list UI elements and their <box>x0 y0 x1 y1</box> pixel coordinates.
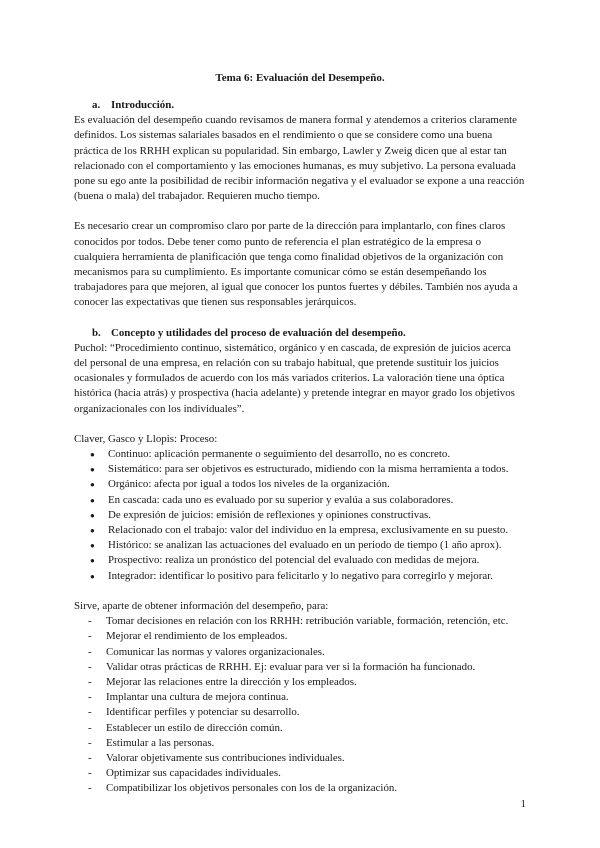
uses-list <box>74 614 526 796</box>
section-b-title: Concepto y utilidades del proceso de evaluación del desempeño. <box>111 326 406 339</box>
list-item: ● Prospectivo: realiza un pronóstico del potencial del evaluado con medidas de mejora. <box>74 553 526 568</box>
bullet-icon: ● <box>90 510 95 520</box>
puchol-quote: Puchol: “Procedimiento continuo, sistemático, orgánico y en cascada, de expresión de juicios acerca del personal de una empresa, en relación con su trabajo habitual, que pretende sustituir los juicios ocasionales y formulados de acuerdo con los más variados criterios. La valoración tiene una óptica histórica (hacia atrás) y prospectiva (hacia adelante) y pretende integrar en mayor grado los objetivos organizacionales con los individuales”. <box>74 341 515 415</box>
list-item: ● Histórico: se analizan las actuaciones del evaluado en un periodo de tiempo (1 año aprox). <box>74 538 526 553</box>
dash-icon: - <box>88 645 92 658</box>
dash-icon: - <box>88 630 92 643</box>
uses-intro: Sirve, aparte de obtener información del desempeño, para: <box>74 599 329 612</box>
section-a-marker: a. <box>92 99 101 111</box>
bullet-icon: ● <box>90 556 95 566</box>
bullet-icon: ● <box>90 571 95 581</box>
bullet-icon: ● <box>90 541 95 551</box>
page-number: 1 <box>520 798 526 810</box>
dash-icon: - <box>88 660 92 673</box>
dash-icon: - <box>88 782 92 795</box>
section-a-paragraph-2: Es necesario crear un compromiso claro por parte de la dirección para implantarlo, con fines claros conocidos por todos. Debe tener como punto de referencia el plan estratégico de la empresa o cualquiera herramienta de planificación que tenga como finalidad objetivos de la organización con mecanismos para su cumplimiento. Es importante comunicar cómo se están desempeñando los trabajadores para que mejoren, al igual que conocer los puntos fuertes y débiles. También nos ayuda a conocer las expectativas que tienen sus responsables jerárquicos. <box>74 220 518 309</box>
list-item: - Valorar objetivamente sus contribuciones individuales. <box>74 751 526 766</box>
process-intro: Claver, Gasco y Llopis: Proceso: <box>74 432 218 445</box>
bullet-icon: ● <box>90 495 95 505</box>
list-item: - Identificar perfiles y potenciar su desarrollo. <box>74 705 526 720</box>
dash-icon: - <box>88 706 92 719</box>
bullet-icon: ● <box>90 526 95 536</box>
list-item: - Mejorar las relaciones entre la dirección y los empleados. <box>74 675 526 690</box>
list-item: ● Integrador: identificar lo positivo para felicitarlo y lo negativo para corregirlo y mejorar. <box>74 569 526 584</box>
dash-icon: - <box>88 736 92 749</box>
list-item: ● Continuo: aplicación permanente o seguimiento del desarrollo, no es concreto. <box>74 447 526 462</box>
section-b-marker: b. <box>92 326 101 339</box>
bullet-icon: ● <box>90 450 95 460</box>
list-item: - Compatibilizar los objetivos personales con los de la organización. <box>74 781 526 796</box>
dash-icon: - <box>88 751 92 764</box>
list-item: - Establecer un estilo de dirección común. <box>74 721 526 736</box>
list-item: - Comunicar las normas y valores organizacionales. <box>74 645 526 660</box>
section-a-title: Introducción. <box>111 99 175 111</box>
dash-icon: - <box>88 675 92 688</box>
list-item: - Optimizar sus capacidades individuales. <box>74 766 526 781</box>
process-list <box>74 447 526 584</box>
list-item: ● Sistemático: para ser objetivos es estructurado, midiendo con la misma herramienta a todos. <box>74 462 526 477</box>
list-item: ● En cascada: cada uno es evaluado por su superior y evalúa a sus colaboradores. <box>74 493 526 508</box>
list-item: - Estimular a las personas. <box>74 736 526 751</box>
list-item: ● De expresión de juicios: emisión de reflexiones y opiniones constructivas. <box>74 508 526 523</box>
dash-icon: - <box>88 691 92 704</box>
list-item: - Tomar decisiones en relación con los RRHH: retribución variable, formación, retención, etc. <box>74 614 526 629</box>
dash-icon: - <box>88 721 92 734</box>
section-b-heading <box>74 326 526 341</box>
list-item: ● Orgánico: afecta por igual a todos los niveles de la organización. <box>74 477 526 492</box>
document-body <box>74 98 526 797</box>
section-a-heading <box>74 98 526 113</box>
dash-icon: - <box>88 615 92 628</box>
list-item: ● Relacionado con el trabajo: valor del individuo en la empresa, exclusivamente en su puesto. <box>74 523 526 538</box>
document-title: Tema 6: Evaluación del Desempeño. <box>215 72 385 84</box>
list-item: - Validar otras prácticas de RRHH. Ej: evaluar para ver si la formación ha funcionado. <box>74 660 526 675</box>
list-item: - Mejorar el rendimiento de los empleados. <box>74 629 526 644</box>
dash-icon: - <box>88 767 92 780</box>
list-item: - Implantar una cultura de mejora continua. <box>74 690 526 705</box>
bullet-icon: ● <box>90 480 95 490</box>
bullet-icon: ● <box>90 465 95 475</box>
section-a-paragraph-1: Es evaluación del desempeño cuando revisamos de manera formal y atendemos a criterios claramente definidos. Los sistemas salariales basados en el rendimiento o que se considere como una buena práctica de los RRHH explican su popularidad. Sin embargo, Lawler y Zweig dicen que al estar tan relacionado con el comportamiento y las emociones humanas, es muy subjetivo. La persona evaluada pone su ego ante la posibilidad de recibir información negativa y el evaluador se expone a una reacción (buena o mala) del trabajador. Requieren mucho tiempo. <box>74 114 525 203</box>
